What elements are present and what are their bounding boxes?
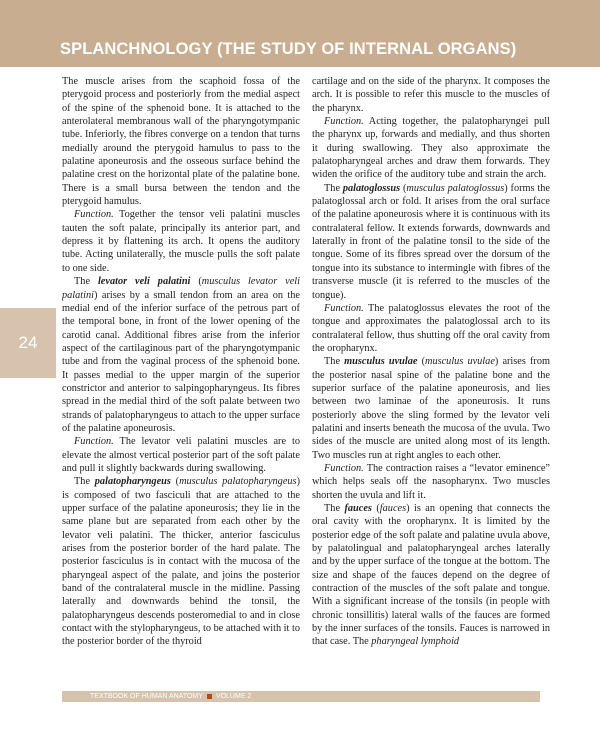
footer-volume: VOLUME 2 — [215, 693, 252, 700]
paragraph: The fauces (fauces) is an opening that connects the oral cavity with the oropharynx. It is limited by the posterior edge of the soft palate and palatine uvula above, by palatolingual and palatopharyngeal arches laterally and by the upper surface of the tongue at the bottom. The size and shape of the fauces depend on the degree of contraction of the muscles of the soft palate and tongue. With a significant increase of the tonsils (in people with chronic tonsillitis) lateral walls of the fauces are formed by the inner surfaces of the tonsils. Fauces is narrowed in that case. The pharyngeal lymphoid — [312, 503, 550, 648]
paragraph: The palatoglossus (musculus palatoglossus) forms the palatoglossal arch or fold. It arises from the oral surface of the palatine aponeurosis where it is continuous with its contralateral fellow. It extends forwards, downwards and laterally in front of the palatine tonsil to the side of the tongue. Some of its fibres spread over the dorsum of the tongue into its substance to intermingle with fibres of the transverse muscle (it is referred to the muscles of the tongue). — [312, 182, 550, 301]
term: palatoglossus — [342, 182, 401, 194]
term: musculus uvulae — [344, 356, 418, 368]
footer-book-title: TEXTBOOK OF HUMAN ANATOMY — [90, 693, 203, 700]
page-title: SPLANCHNOLOGY (THE STUDY OF INTERNAL ORGANS) — [60, 40, 517, 58]
running-footer — [90, 691, 251, 702]
term: levator veli palatini — [97, 276, 191, 288]
paragraph: The levator veli palatini (musculus levator veli palatini) arises by a small tendon from an area on the medial end of the inferior surface of the petrous part of the temporal bone, in front of the lower opening of the carotid canal. Additional fibres arise from the inferior aspect of the cartilaginous part of the pharyngotympanic tube and from the vaginal process of the sphenoid bone. It passes medial to the upper margin of the superior constrictor and anterior to salpingopharyngeus. Its fibres spread in the medial third of the soft palate between two strands of palatopharyngeus to attach to the upper surface of the palatine aponeurosis. — [62, 276, 300, 434]
term: fauces — [344, 503, 372, 514]
paragraph: The palatopharyngeus (musculus palatopharyngeus) is composed of two fasciculi that are attached to the upper surface of the palatine aponeurosis; they lie in the same plane but are separated from each other by the levator veli palatini. The thicker, anterior fasciculus arises from the posterior border of the hard palate. The posterior fasciculus is in contact with the mucosa of the pharyngeal aspect of the palate, and joins the posterior band of the contralateral muscle in the midline. Passing laterally and downwards behind the tonsil, the palatopharyngeus descends posteromedial to and in close contact with the stylopharyngeus, to be attached with it to the posterior border of the thyroid — [62, 476, 300, 648]
paragraph: The musculus uvulae (musculus uvulae) arises from the posterior nasal spine of the palatine bone and the superior surface of the palatine aponeurosis, and lies between two laminae of the aponeurosis. It runs posteriorly above the sling formed by the levator veli palatini and inserts beneath the mucosa of the uvula. Two sides of the muscle are united along most of its length. Two muscles run at right angles to each other. — [312, 356, 550, 461]
paragraph: Function. The levator veli palatini muscles are to elevate the almost vertical posterior part of the soft palate and pull it slightly backwards during swallowing. — [62, 436, 300, 474]
paragraph: Function. Acting together, the palatopharyngei pull the pharynx up, forwards and medially, and thus shorten it during swallowing. They also approximate the palatopharyngeal arches and draw them forwards. They widen the orifice of the auditory tube and strain the arch. — [312, 116, 550, 181]
paragraph: Function. Together the tensor veli palatini muscles tauten the soft palate, principally its anterior part, and depress it by flattening its arch. It opens the auditory tube. Acting unilaterally, the muscle pulls the soft palate to one side. — [62, 209, 300, 274]
paragraph: cartilage and on the side of the pharynx. It composes the arch. It is possible to refer this muscle to the muscles of the pharynx. — [312, 76, 550, 114]
square-bullet-icon — [207, 694, 212, 699]
text-column-left — [62, 75, 300, 675]
text-column-right — [312, 75, 550, 675]
paragraph: Function. The contraction raises a “levator eminence” which helps seals off the nasopharynx. Two muscles shorten the uvula and lift it. — [312, 462, 550, 501]
paragraph: The muscle arises from the scaphoid fossa of the pterygoid process and posteriorly from the medial aspect of the spine of the sphenoid bone. It is attached to the anterolateral membranous wall of the pharyngotympanic tube. Inferiorly, the fibres converge on a tendon that turns medially around the pterygoid hamulus to pass to the palatine aponeurosis and the osseous surface behind the palatine crest on the horizontal plate of the palatine bone. There is a small bursa between the tendon and the pterygoid hamulus. — [62, 76, 300, 208]
term: palatopharyngeus — [94, 476, 171, 488]
page-number: 24 — [18, 333, 38, 352]
paragraph: Function. The palatoglossus elevates the root of the tongue and approximates the palatoglossal arch to its contralateral fellow, thus shutting off the oral cavity from the oropharynx. — [312, 302, 550, 354]
